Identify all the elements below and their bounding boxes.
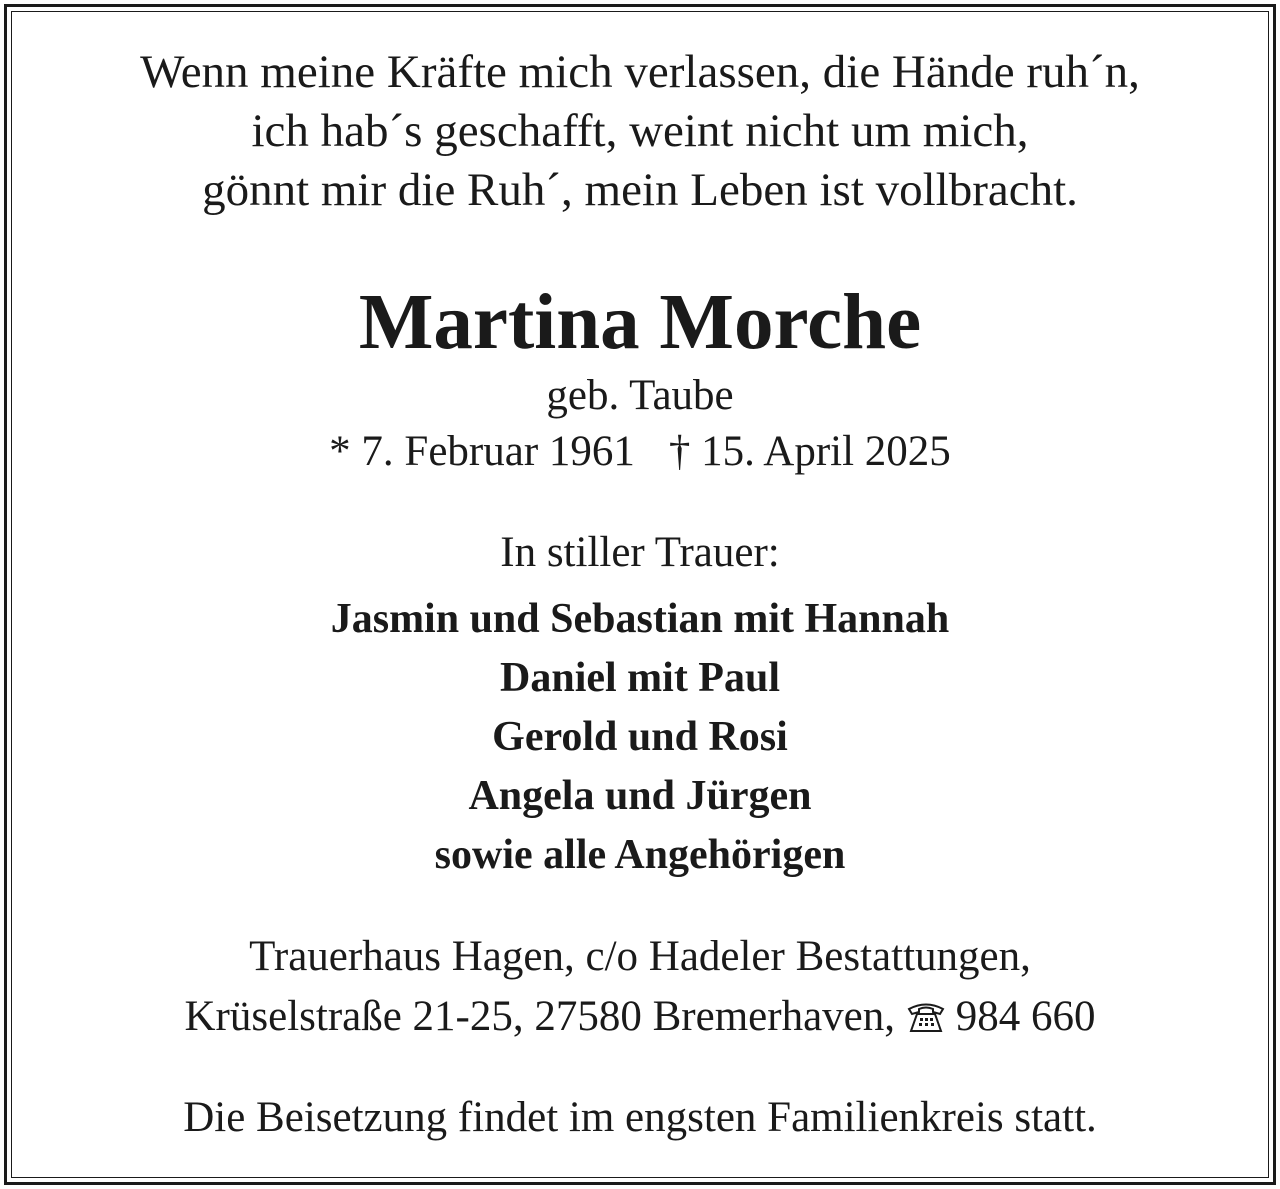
birth-name: geb. Taube bbox=[546, 372, 734, 419]
birth-date: * 7. Februar 1961 bbox=[329, 428, 635, 475]
mourners-label: In stiller Trauer: bbox=[500, 529, 780, 576]
telephone-icon bbox=[906, 996, 946, 1030]
mourner-2: Daniel mit Paul bbox=[500, 655, 780, 701]
death-date: † 15. April 2025 bbox=[668, 428, 951, 475]
phone-number: 984 660 bbox=[955, 993, 1096, 1040]
street-city: Krüselstraße 21-25, 27580 Bremerhaven, bbox=[184, 993, 895, 1040]
burial-note: Die Beisetzung findet im engsten Familienkreis statt. bbox=[183, 1094, 1097, 1141]
address-line-2 bbox=[0, 992, 1280, 1042]
address-line-1: Trauerhaus Hagen, c/o Hadeler Bestattungen, bbox=[249, 933, 1031, 980]
poem-line-3: gönnt mir die Ruh´, mein Leben ist vollbracht. bbox=[202, 164, 1078, 216]
poem-line-2: ich hab´s geschafft, weint nicht um mich, bbox=[251, 105, 1029, 157]
life-dates bbox=[0, 427, 1280, 477]
mourner-5: sowie alle Angehörigen bbox=[434, 832, 846, 878]
mourner-3: Gerold und Rosi bbox=[492, 714, 788, 760]
poem-line-1: Wenn meine Kräfte mich verlassen, die Hände ruh´n, bbox=[140, 46, 1140, 98]
deceased-name: Martina Morche bbox=[358, 279, 922, 366]
mourner-1: Jasmin und Sebastian mit Hannah bbox=[330, 596, 950, 642]
mourner-4: Angela und Jürgen bbox=[468, 773, 812, 819]
